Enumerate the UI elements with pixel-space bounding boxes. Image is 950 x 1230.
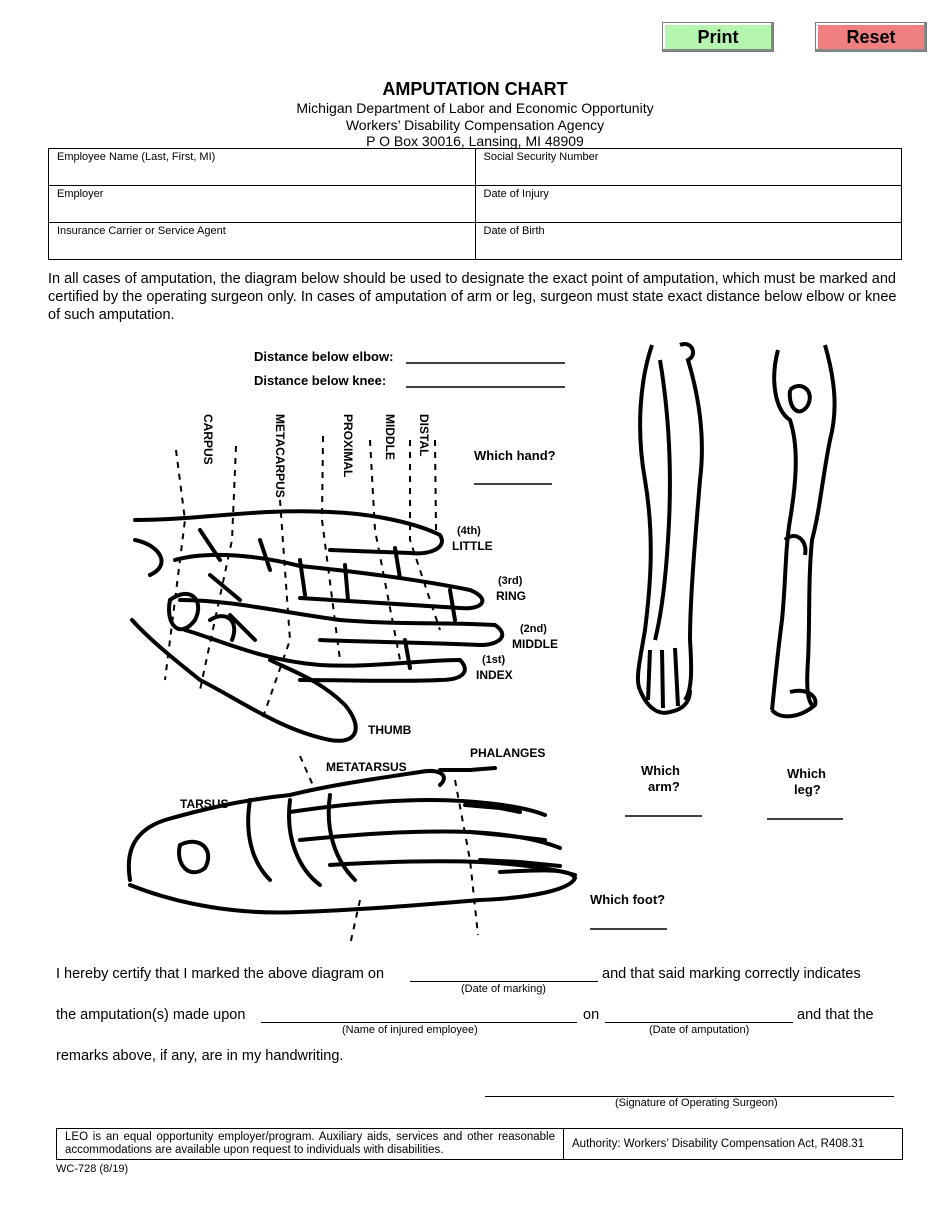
leo-statement: LEO is an equal opportunity employer/program. Auxiliary aids, services and other reasonable accommodations are available upon request to individuals with disabilities. <box>57 1129 564 1160</box>
injured-employee-field[interactable] <box>261 1022 577 1023</box>
which-leg-label-2: leg? <box>794 782 821 797</box>
employee-info-table <box>48 148 902 260</box>
date-marking-field[interactable] <box>410 981 598 982</box>
instructions-paragraph: In all cases of amputation, the diagram below should be used to designate the exact point of amputation, which must be marked and certified by the operating surgeon only. In cases of amputation of arm or leg, surgeon must state exact distance below elbow or knee of such amputation. <box>48 271 897 323</box>
ring-finger-label: RING <box>496 589 526 603</box>
thumb-label: THUMB <box>368 723 412 737</box>
amputation-diagram <box>0 330 950 950</box>
date-of-injury-label: Date of Injury <box>483 188 549 200</box>
agency-address: P O Box 30016, Lansing, MI 48909 <box>366 133 584 149</box>
which-foot-label: Which foot? <box>590 892 666 907</box>
certify-line-3: remarks above, if any, are in my handwriting. <box>56 1048 344 1064</box>
metacarpus-label: METACARPUS <box>273 414 287 498</box>
certify-line-1a: I hereby certify that I marked the above diagram on <box>56 966 385 982</box>
date-amputation-caption: (Date of amputation) <box>649 1024 750 1036</box>
page-title: AMPUTATION CHART <box>382 79 568 99</box>
certify-line-2b: on <box>583 1007 600 1023</box>
ssn-field[interactable] <box>475 149 902 186</box>
middle-phalanx-label: MIDDLE <box>383 414 397 460</box>
employee-name-label: Employee Name (Last, First, MI) <box>57 151 216 163</box>
date-of-birth-field[interactable] <box>475 223 902 260</box>
which-arm-label-2: arm? <box>648 779 680 794</box>
proximal-label: PROXIMAL <box>341 414 355 478</box>
ssn-label: Social Security Number <box>483 151 599 163</box>
agency-name: Workers’ Disability Compensation Agency <box>345 117 605 133</box>
index-finger-label: INDEX <box>476 668 513 682</box>
metatarsus-label: METATARSUS <box>326 760 407 774</box>
signature-caption: (Signature of Operating Surgeon) <box>615 1097 778 1109</box>
which-arm-label-1: Which <box>641 763 680 778</box>
little-num-label: (4th) <box>457 525 481 537</box>
insurance-field[interactable] <box>49 223 476 260</box>
footer-table <box>56 1128 903 1160</box>
employer-label: Employer <box>57 188 104 200</box>
tarsus-label: TARSUS <box>180 797 229 811</box>
ring-num-label: (3rd) <box>498 575 523 587</box>
phalanges-label: PHALANGES <box>470 746 546 760</box>
reset-button[interactable]: Reset <box>815 22 927 52</box>
date-amputation-field[interactable] <box>605 1022 793 1023</box>
date-marking-caption: (Date of marking) <box>461 983 546 995</box>
certify-line-2c: and that the <box>797 1007 874 1023</box>
hand-skeleton-icon <box>132 511 502 741</box>
elbow-distance-label: Distance below elbow: <box>254 349 394 364</box>
form-id: WC-728 (8/19) <box>56 1163 129 1175</box>
which-hand-label: Which hand? <box>474 448 556 463</box>
foot-skeleton-icon <box>129 768 575 913</box>
middle-finger-label: MIDDLE <box>512 637 558 651</box>
employer-field[interactable] <box>49 186 476 223</box>
knee-distance-label: Distance below knee: <box>254 373 387 388</box>
certify-line-2a: the amputation(s) made upon <box>56 1007 246 1023</box>
agency-dept: Michigan Department of Labor and Economic Opportunity <box>296 100 654 116</box>
little-finger-label: LITTLE <box>452 539 493 553</box>
name-injured-caption: (Name of injured employee) <box>342 1024 478 1036</box>
leg-skeleton-icon <box>772 345 835 716</box>
date-of-birth-label: Date of Birth <box>483 225 545 237</box>
certify-line-1b: and that said marking correctly indicates <box>602 966 861 982</box>
insurance-label: Insurance Carrier or Service Agent <box>57 225 226 237</box>
authority-statement: Authority: Workers’ Disability Compensation Act, R408.31 <box>564 1129 903 1160</box>
print-button[interactable]: Print <box>662 22 774 52</box>
arm-skeleton-icon <box>638 344 702 713</box>
middle-num-label: (2nd) <box>520 623 547 635</box>
which-leg-label-1: Which <box>787 766 826 781</box>
carpus-label: CARPUS <box>201 414 215 465</box>
employee-name-field[interactable] <box>49 149 476 186</box>
index-num-label: (1st) <box>482 654 506 666</box>
distal-label: DISTAL <box>417 414 431 457</box>
date-of-injury-field[interactable] <box>475 186 902 223</box>
foot-section-lines <box>300 756 478 945</box>
